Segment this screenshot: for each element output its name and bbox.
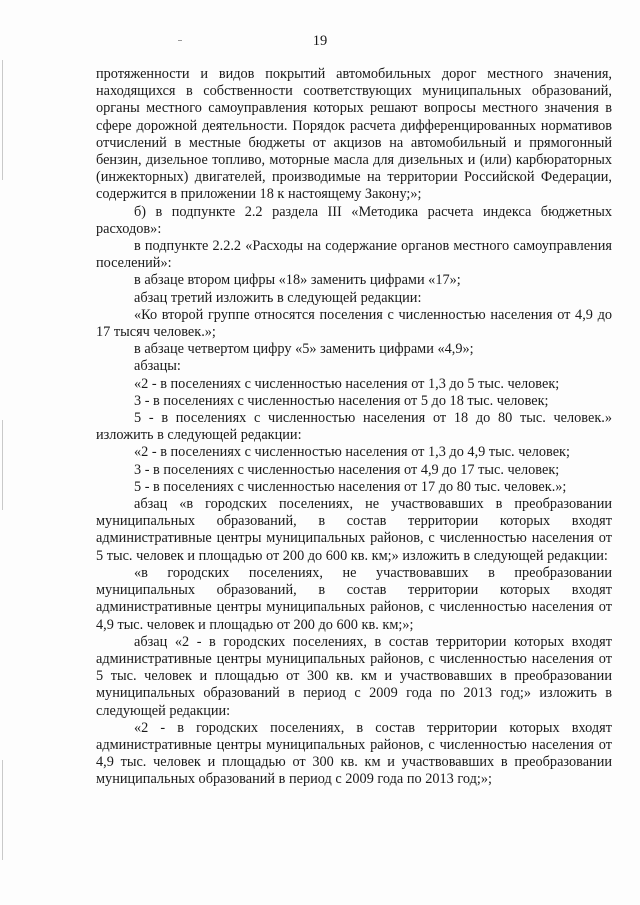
paragraph: в абзаце втором цифры «18» заменить цифрами «17»; [134, 272, 461, 289]
paragraph: б) в подпункте 2.2 раздела III «Методика расчета индекса бюджетных расходов»: [96, 203, 612, 237]
paragraph: «2 - в поселениях с численностью населения от 1,3 до 5 тыс. человек; [134, 375, 560, 392]
paragraph: в абзаце четвертом цифру «5» заменить цифрами «4,9»; [134, 341, 474, 358]
paragraph: абзац третий изложить в следующей редакции: [134, 289, 422, 306]
page-number: 19 [312, 33, 328, 49]
paragraph: в подпункте 2.2.2 «Расходы на содержание органов местного самоуправления поселений»: [96, 238, 612, 272]
scan-edge-mark [2, 760, 3, 860]
paragraph: 3 - в поселениях с численностью населения от 4,9 до 17 тыс. человек; [134, 461, 560, 478]
paragraph: абзац «в городских поселениях, не участвовавших в преобразовании муниципальных образований, в состав территории которых входят административные центры муниципальных районов, с численностью населения от 5 тыс. человек и площадью от 200 до 600 кв. км;» изложить в следующей редакции: [96, 496, 612, 564]
document-body [96, 66, 612, 789]
paragraph: 3 - в поселениях с численностью населения от 5 до 18 тыс. человек; [134, 392, 549, 409]
scan-edge-mark [2, 60, 3, 180]
paragraph: «Ко второй группе относятся поселения с численностью населения от 4,9 до 17 тысяч человек.»; [96, 306, 612, 341]
paragraph: протяженности и видов покрытий автомобильных дорог местного значения, находящихся в собственности соответствующих муниципальных образований, органы местного самоуправления которых решают вопросы местного значения в сфере дорожной деятельности. Порядок расчета дифференцированных нормативов отчислений в местные бюджеты от акцизов на автомобильный и прямогонный бензин, дизельное топливо, моторные масла для дизельных и (или) карбюраторных (инжекторных) двигателей, производимые на территории Российской Федерации, содержится в приложении 18 к настоящему Закону;»; [96, 66, 612, 203]
paragraph: 5 - в поселениях с численностью населения от 18 до 80 тыс. человек.» изложить в следующей редакции: [96, 410, 612, 444]
paragraph: «2 - в городских поселениях, в состав территории которых входят административные центры муниципальных районов, с численностью населения от 4,9 тыс. человек и площадью от 300 кв. км и участвовавших в преобразовании муниципальных образований в период с 2009 года по 2013 год;»; [96, 719, 612, 788]
paragraph: «в городских поселениях, не участвовавших в преобразовании муниципальных образований, в состав территории которых входят административные центры муниципальных районов, с численностью населения от 4,9 тыс. человек и площадью от 200 до 600 кв. км;»; [96, 564, 612, 633]
scan-edge-mark [2, 420, 3, 510]
paragraph: абзац «2 - в городских поселениях, в состав территории которых входят административные центры муниципальных районов, с численностью населения от 5 тыс. человек и площадью от 300 кв. км и участвовавших в преобразовании муниципальных образований в период с 2009 года по 2013 год;» изложить в следующей редакции: [96, 633, 612, 719]
paragraph: 5 - в поселениях с численностью населения от 17 до 80 тыс. человек.»; [134, 478, 567, 495]
paragraph: абзацы: [134, 358, 181, 375]
paragraph: «2 - в поселениях с численностью населения от 1,3 до 4,9 тыс. человек; [134, 444, 570, 461]
